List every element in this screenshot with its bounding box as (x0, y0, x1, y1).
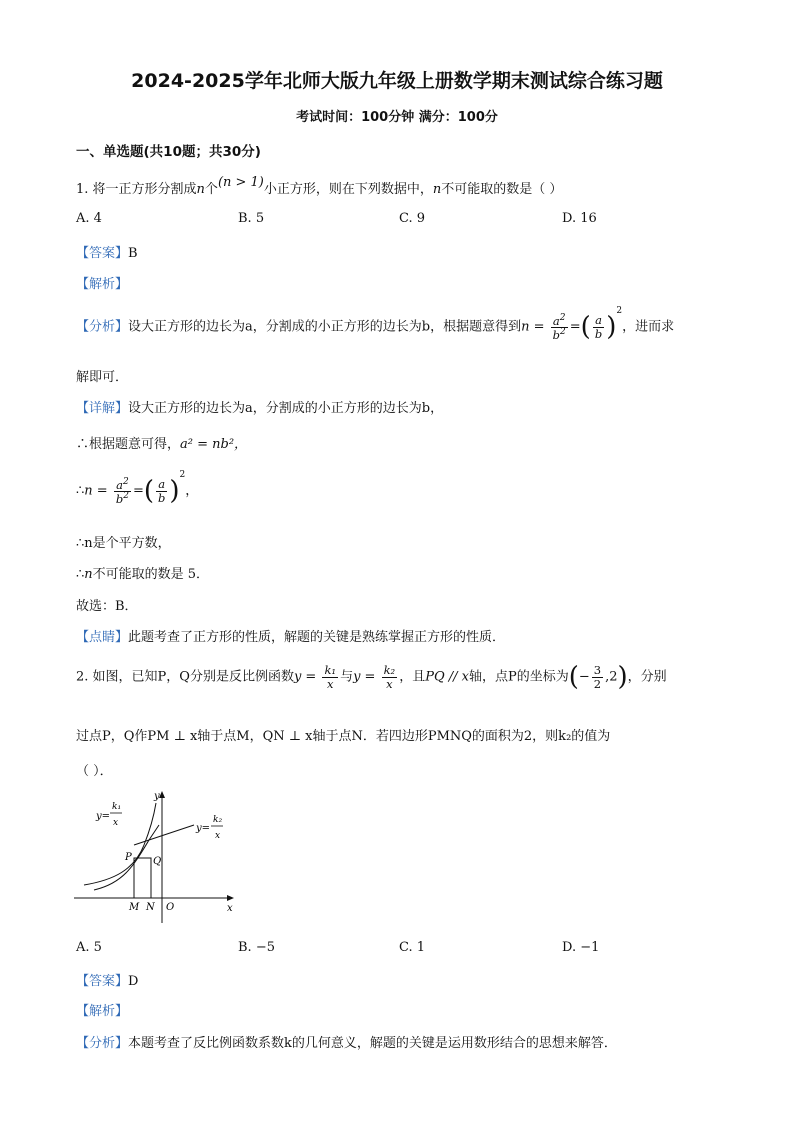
q1-option-a: A. 4 (76, 211, 102, 226)
fig-axis-y: y (154, 791, 160, 802)
q2-option-a: A. 5 (76, 940, 102, 955)
q2-option-c: C. 1 (399, 940, 426, 955)
fig-label-y2: y= (196, 823, 211, 834)
page-title: 2024-2025学年北师大版九年级上册数学期末测试综合练习题 (131, 70, 663, 92)
q2-option-b: B. −5 (238, 940, 275, 955)
q1-fenxi: 【分析】设大正方形的边长为a，分割成的小正方形的边长为b，根据题意得到n = $\frac{a^2}{b^2}$ =( $\frac{a}{b}$ )$^2$，进而求 (76, 306, 675, 342)
q1-step4: ∴n不可能取的数是 5． (76, 567, 210, 582)
fig-point-q: Q (153, 856, 162, 867)
section-title: 一、单选题(共10题；共30分) (76, 144, 261, 160)
q1-comment: 【点睛】此题考查了正方形的性质，解题的关键是熟练掌握正方形的性质． (76, 630, 506, 645)
q1-step1: ∴根据题意可得，a² = nb²， (76, 437, 248, 452)
fig-point-o: O (166, 902, 175, 913)
line-k2 (134, 825, 194, 845)
q2-analysis-tag: 【解析】 (76, 1004, 129, 1019)
q1-answer: 【答案】B (76, 246, 138, 261)
q1-fenxi-line2: 解即可． (76, 370, 129, 385)
exam-info: 考试时间：100分钟 满分：100分 (296, 110, 498, 125)
q1-option-c: C. 9 (399, 211, 426, 226)
q2-stem: 2. 如图，已知P，Q分别是反比例函数y = $\frac{\text{k₁}}{x}$ 与y = $\frac{\text{k₂}}{x}$ ，且PQ // x轴，点P的坐标为(− $\frac{3}{2}$ ,2)，分别 (76, 662, 667, 692)
fig-point-n: N (146, 902, 155, 913)
fig-axis-x: x (227, 903, 233, 914)
q2-line3: （ ）． (76, 764, 113, 779)
fig-label-x2: x (215, 831, 221, 841)
y-axis-arrow (159, 791, 165, 798)
q1-step2: ∴n = $\frac{a^2}{b^2}$ =( $\frac{a}{b}$ )$^2$， (76, 470, 199, 506)
fig-point-p: P (125, 852, 132, 863)
q1-option-d: D. 16 (562, 211, 597, 226)
q1-detail: 【详解】设大正方形的边长为a，分割成的小正方形的边长为b， (76, 401, 444, 416)
q1-analysis-tag: 【解析】 (76, 277, 129, 292)
q1-option-b: B. 5 (238, 211, 265, 226)
fig-point-m: M (129, 902, 140, 913)
fig-label-x1: x (113, 818, 119, 828)
x-axis-arrow (227, 895, 234, 901)
q1-step3: ∴n是个平方数， (76, 536, 171, 551)
q2-answer: 【答案】D (76, 974, 139, 989)
q1-choice: 故选：B． (76, 599, 138, 614)
fig-label-k1: k₁ (112, 802, 122, 812)
q2-line2: 过点P，Q作PM ⊥ x轴于点M，QN ⊥ x轴于点N．若四边形PMNQ的面积为2，则k₂的值为 (76, 729, 611, 744)
q2-option-d: D. −1 (562, 940, 600, 955)
rect-pmnq (134, 858, 151, 898)
q2-figure (74, 785, 254, 925)
q1-stem: 1. 将一正方形分割成n个(n > 1)小正方形，则在下列数据中，n不可能取的数是（ ） (76, 175, 563, 197)
fig-label-y1: y= (96, 811, 111, 822)
curve-k1 (84, 803, 156, 885)
q2-fenxi: 【分析】本题考查了反比例函数系数k的几何意义，解题的关键是运用数形结合的思想来解答． (76, 1036, 617, 1051)
fig-label-k2: k₂ (213, 815, 223, 825)
